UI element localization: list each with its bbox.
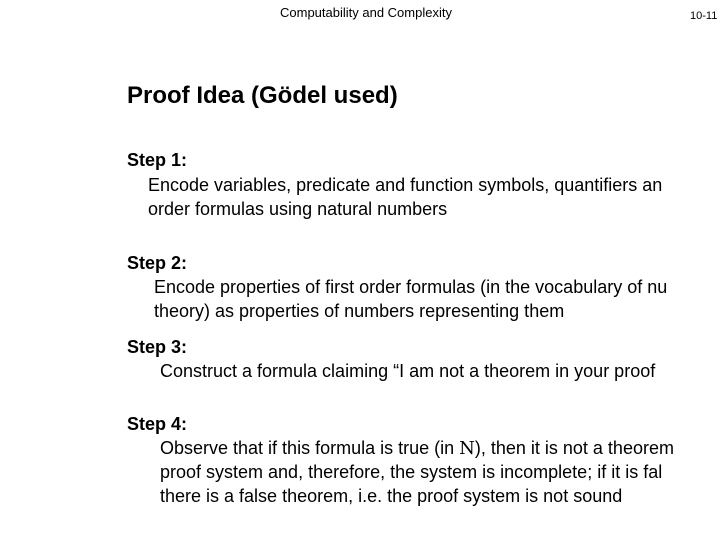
step-4-line-3: there is a false theorem, i.e. the proof system is not sound	[160, 486, 623, 506]
step-4-line-1-after: ), then it is not a theorem	[474, 438, 674, 458]
step-4-line-2: proof system and, therefore, the system is incomplete; if it is fal	[160, 462, 663, 482]
step-2-line-2: theory) as properties of numbers representing them	[154, 301, 565, 321]
step-4-label: Step 4:	[127, 414, 188, 434]
step-2-label: Step 2:	[127, 253, 188, 273]
step-4-line-1-before: Observe that if this formula is true (in	[160, 438, 460, 458]
step-1-label: Step 1:	[127, 150, 188, 170]
step-1-line-1: Encode variables, predicate and function symbols, quantifiers an	[148, 175, 663, 195]
slide-title: Proof Idea (Gödel used)	[127, 82, 398, 109]
page-number: 10-11	[690, 10, 718, 22]
header-title: Computability and Complexity	[280, 5, 452, 20]
step-3-label: Step 3:	[127, 337, 188, 357]
step-2-line-1: Encode properties of first order formulas (in the vocabulary of nu	[154, 277, 668, 297]
natural-numbers-symbol: N	[459, 438, 475, 459]
step-4-line-1	[160, 438, 674, 459]
step-3-line-1: Construct a formula claiming “I am not a theorem in your proof	[160, 361, 656, 381]
step-1-line-2: order formulas using natural numbers	[148, 199, 448, 219]
